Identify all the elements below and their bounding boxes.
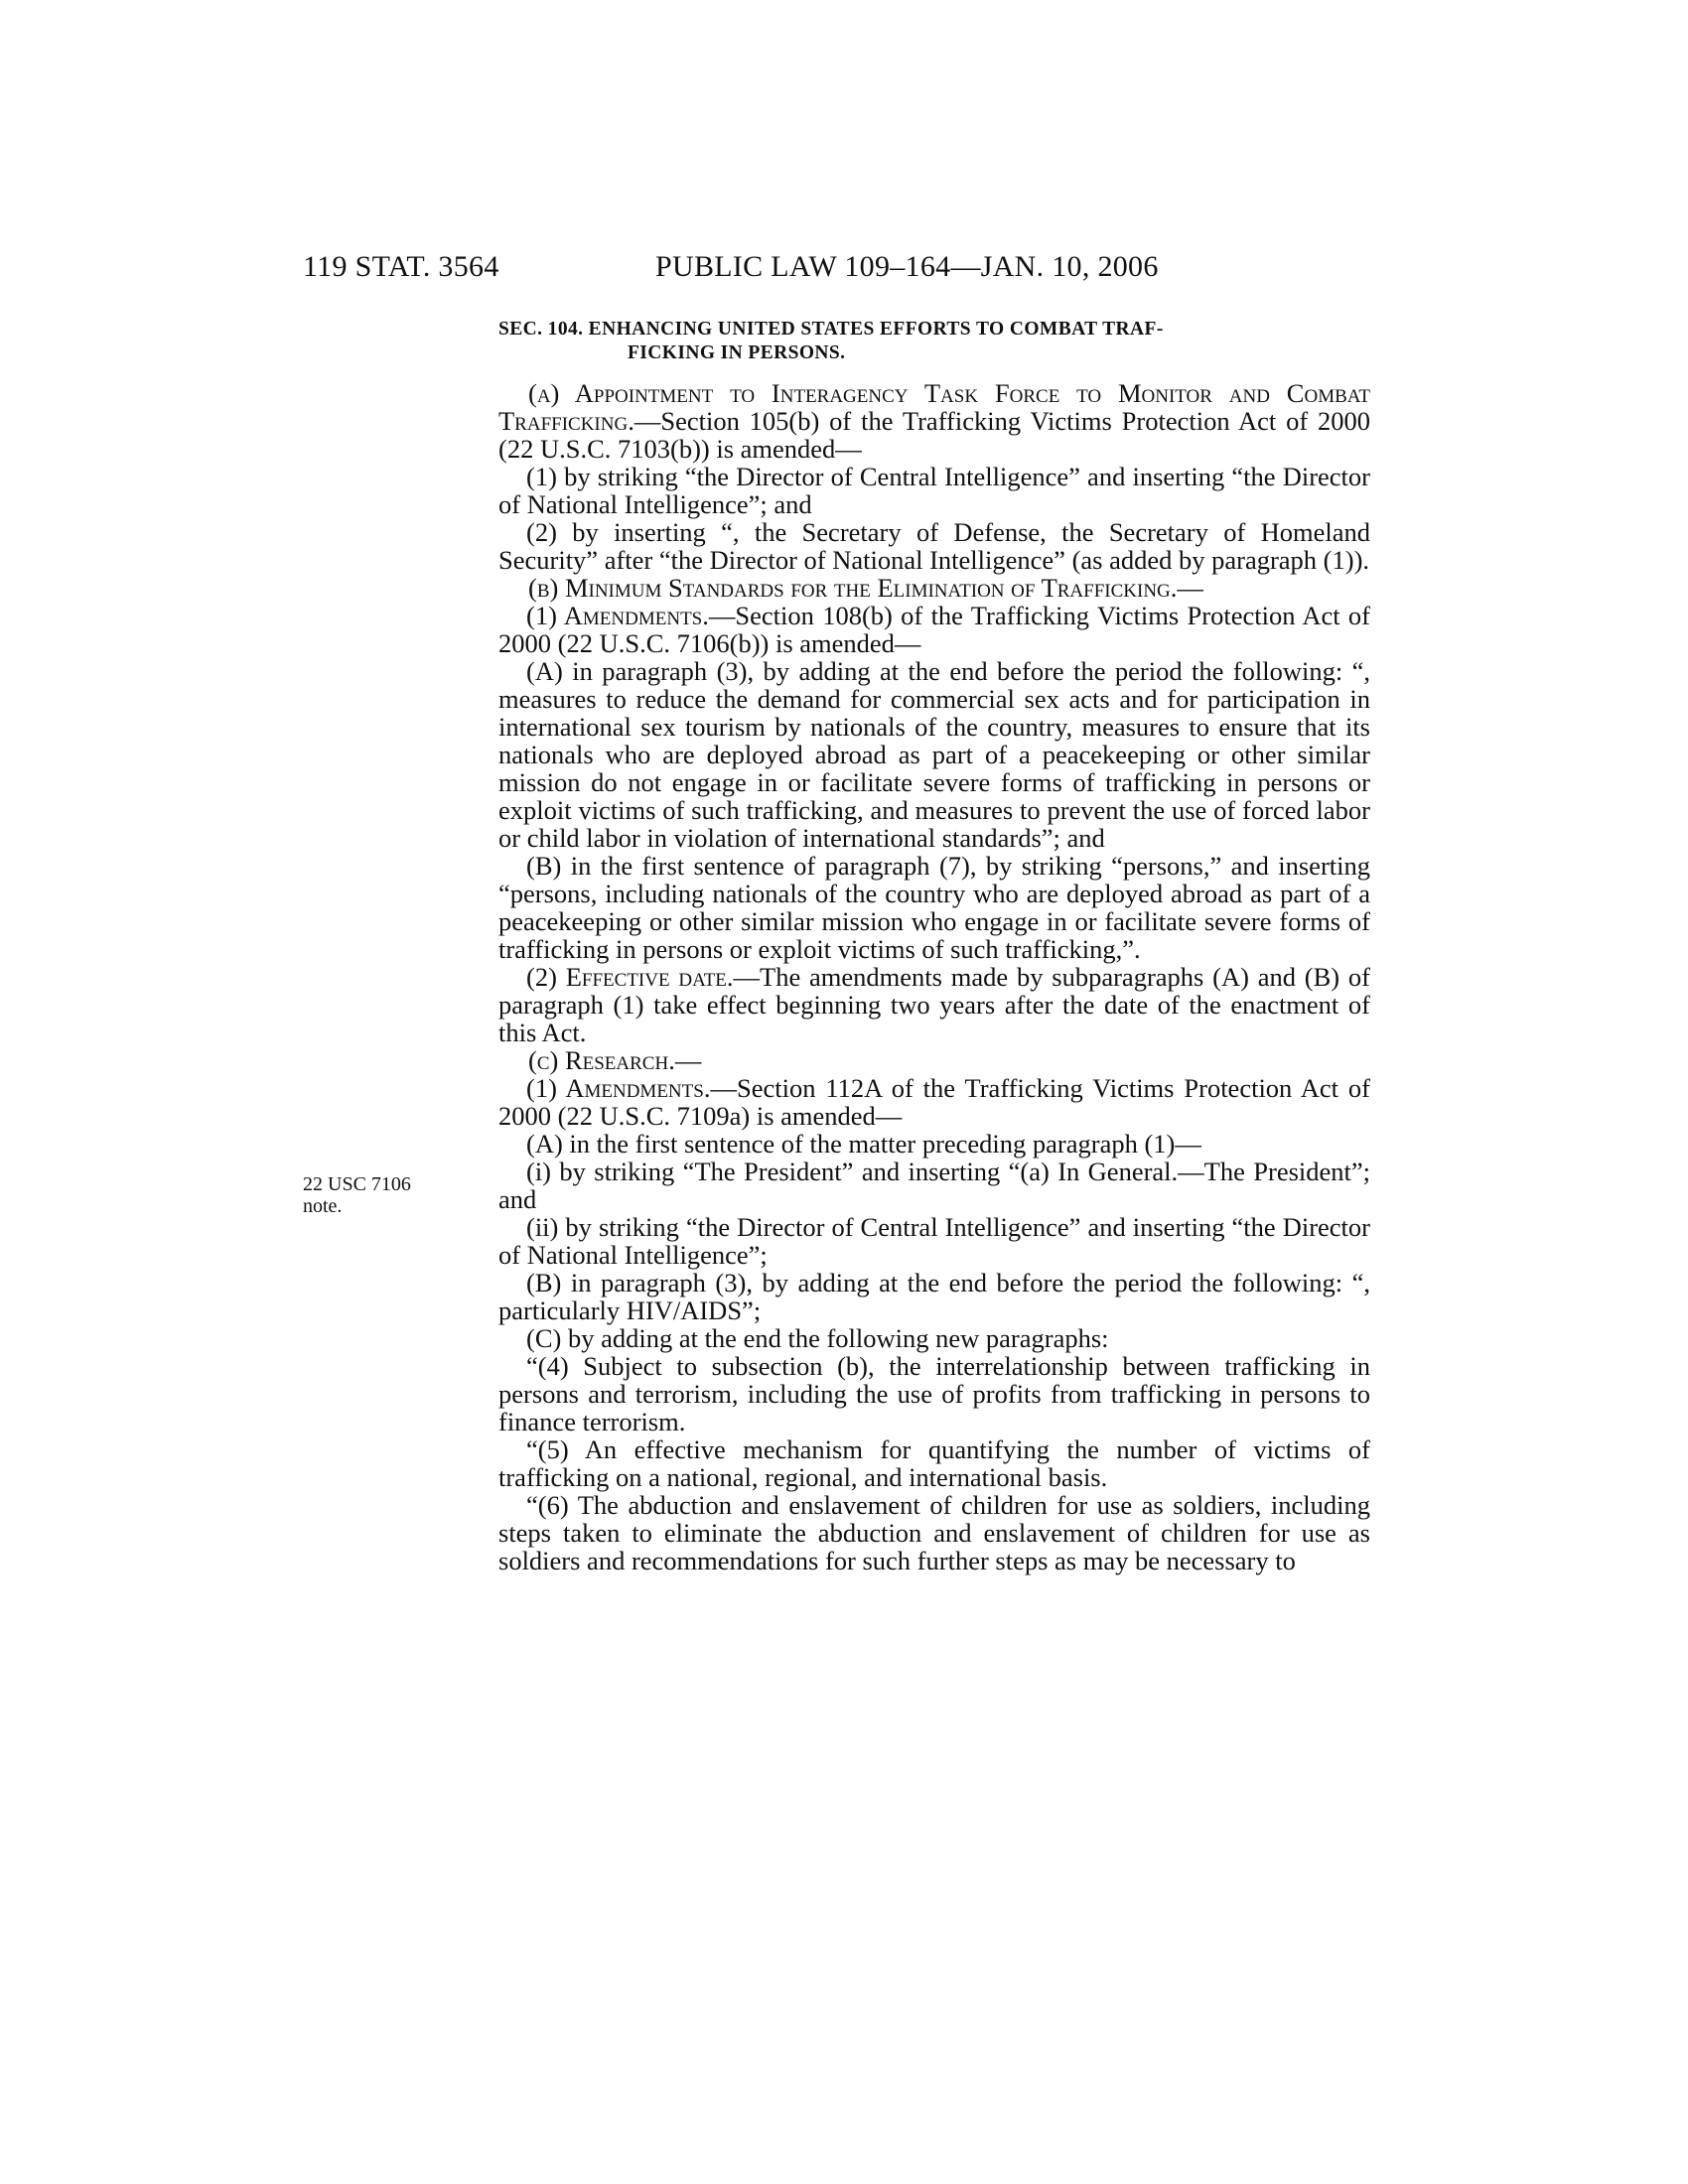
paragraph-b1 xyxy=(498,602,1370,657)
subsection-b-text: — xyxy=(1177,573,1203,603)
paragraph-b1-heading: (1) Amendments. xyxy=(526,601,709,630)
subsection-c-text: — xyxy=(674,1045,702,1075)
margin-note xyxy=(303,1173,452,1217)
section-body xyxy=(498,379,1370,1574)
clause-c1Aii: (ii) by striking “the Director of Central Intelligence” and inserting “the Director of National Intelligence”; xyxy=(498,1212,1370,1270)
quoted-paragraph-4: “(4) Subject to subsection (b), the interrelationship between trafficking in persons and terrorism, including the use of profits from trafficking in persons to finance terrorism. xyxy=(498,1351,1370,1436)
clause-c1Ai: (i) by striking “The President” and inserting “(a) In General.—The President”; and xyxy=(498,1157,1370,1214)
subparagraph-c1B: (B) in paragraph (3), by adding at the end before the period the following: “, particularly HIV/AIDS”; xyxy=(498,1268,1370,1325)
subparagraph-c1A: (A) in the first sentence of the matter preceding paragraph (1)— xyxy=(526,1129,1201,1159)
section-heading-line1: SEC. 104. ENHANCING UNITED STATES EFFORTS TO COMBAT TRAF- xyxy=(498,319,1164,340)
margin-note-label: note. xyxy=(303,1195,343,1217)
quoted-paragraph-6: “(6) The abduction and enslavement of children for use as soldiers, including steps taken to eliminate the abduction and enslavement of children for use as soldiers and recommendations for such further steps as may be necessary to xyxy=(498,1490,1370,1575)
subsection-c-heading: (c) Research. xyxy=(528,1045,675,1075)
paragraph-b2 xyxy=(498,963,1370,1046)
paragraph-c1 xyxy=(498,1074,1370,1130)
section-heading-line2: FICKING IN PERSONS. xyxy=(628,342,846,363)
subsection-a-text: —Section 105(b) of the Trafficking Victims Protection Act of 2000 (22 U.S.C. 7103(b)) is amended— xyxy=(498,406,1370,464)
paragraph-b1-text: —Section 108(b) of the Trafficking Victims Protection Act of 2000 (22 U.S.C. 7106(b)) is amended— xyxy=(498,601,1370,658)
subsection-a xyxy=(498,379,1370,463)
law-title: PUBLIC LAW 109–164—JAN. 10, 2006 xyxy=(655,250,1159,283)
paragraph-b2-heading: (2) Effective date. xyxy=(526,962,734,992)
section-heading xyxy=(498,318,1370,365)
margin-note-citation: 22 USC 7106 xyxy=(303,1173,411,1195)
stat-page-number: 119 STAT. 3564 xyxy=(303,250,499,283)
subsection-c xyxy=(498,1046,1370,1074)
subsection-a-heading: (a) Appointment to Interagency Task Force to Monitor and Combat Trafficking. xyxy=(498,378,1370,436)
paragraph-a2: (2) by inserting “, the Secretary of Defense, the Secretary of Homeland Security” after “the Director of National Intelligence” (as added by paragraph (1)). xyxy=(498,517,1370,575)
paragraph-b2-text: —The amendments made by subparagraphs (A) and (B) of paragraph (1) take effect beginning two years after the date of the enactment of this Act. xyxy=(498,962,1371,1047)
subparagraph-b1A: (A) in paragraph (3), by adding at the end before the period the following: “, measures to reduce the demand for commercial sex acts and for participation in international sex tourism by nationals of the country, measures to ensure that its nationals who are deployed abroad as part of a peacekeeping or other similar mission do not engage in or facilitate severe forms of trafficking in persons or exploit victims of such trafficking, and measures to prevent the use of forced labor or child labor in violation of international standards”; and xyxy=(498,656,1370,853)
paragraph-a1: (1) by striking “the Director of Central Intelligence” and inserting “the Director of National Intelligence”; and xyxy=(498,462,1370,519)
running-head xyxy=(0,250,1688,290)
subparagraph-c1C: (C) by adding at the end the following new paragraphs: xyxy=(526,1323,1109,1353)
quoted-paragraph-5: “(5) An effective mechanism for quantifying the number of victims of trafficking on a national, regional, and international basis. xyxy=(498,1434,1370,1492)
subsection-b xyxy=(498,574,1370,602)
subsection-b-heading: (b) Minimum Standards for the Elimination of Trafficking. xyxy=(528,573,1178,603)
paragraph-c1-text: —Section 112A of the Trafficking Victims Protection Act of 2000 (22 U.S.C. 7109a) is amended— xyxy=(498,1073,1370,1131)
subparagraph-b1B: (B) in the first sentence of paragraph (7), by striking “persons,” and inserting “persons, including nationals of the country who are deployed abroad as part of a peacekeeping or other similar mission who engage in or facilitate severe forms of trafficking in persons or exploit victims of such trafficking,”. xyxy=(498,851,1370,964)
paragraph-c1-heading: (1) Amendments. xyxy=(526,1073,711,1103)
